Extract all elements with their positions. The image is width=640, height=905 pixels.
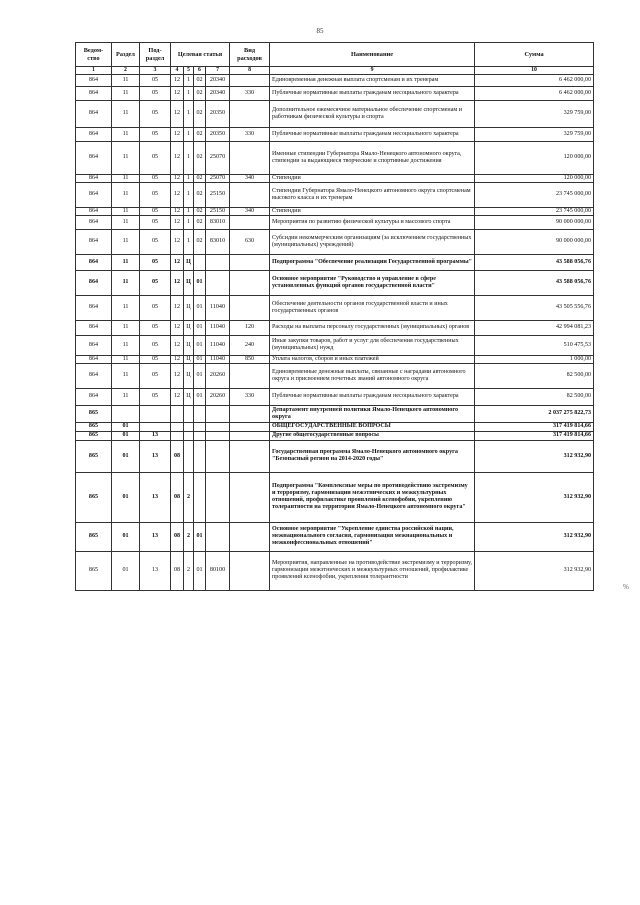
subsection-code: 13	[140, 522, 171, 551]
col-number: 10	[475, 67, 594, 75]
header-section: Раздел	[112, 43, 140, 67]
section-code: 11	[112, 270, 140, 295]
item-name: Подпрограмма "Обеспечение реализации Государственной программы"	[270, 254, 475, 270]
event-code: 02	[194, 141, 206, 174]
department-code: 864	[76, 74, 112, 86]
subprogram-code: Ц	[184, 355, 194, 363]
event-code: 01	[194, 270, 206, 295]
subsection-code	[140, 405, 171, 422]
section-code: 11	[112, 141, 140, 174]
subsection-code: 13	[140, 431, 171, 440]
item-sum: 312 932,90	[475, 522, 594, 551]
expense-type-code	[230, 551, 270, 590]
event-code: 01	[194, 295, 206, 320]
direction-code: 25070	[206, 174, 230, 182]
event-code: 01	[194, 335, 206, 355]
item-name: Именные стипендии Губернатора Ямало-Ненецкого автономного округа, стипендии за выдающиеся творческие и спортивные достижения	[270, 141, 475, 174]
event-code: 02	[194, 86, 206, 100]
section-code: 11	[112, 388, 140, 405]
item-name: ОБЩЕГОСУДАРСТВЕННЫЕ ВОПРОСЫ	[270, 422, 475, 431]
table-row	[76, 182, 594, 207]
subprogram-code: 1	[184, 141, 194, 174]
item-sum: 2 037 275 822,73	[475, 405, 594, 422]
department-code: 865	[76, 405, 112, 422]
section-code: 11	[112, 320, 140, 335]
section-code: 11	[112, 86, 140, 100]
expense-type-code	[230, 215, 270, 229]
item-name: Другие общегосударственные вопросы	[270, 431, 475, 440]
program-code: 12	[171, 182, 184, 207]
program-code: 08	[171, 472, 184, 522]
expense-type-code	[230, 141, 270, 174]
expense-type-code	[230, 522, 270, 551]
department-code: 864	[76, 320, 112, 335]
event-code	[194, 422, 206, 431]
item-sum: 329 759,00	[475, 100, 594, 127]
subprogram-code: 1	[184, 127, 194, 141]
expense-type-code: 340	[230, 207, 270, 215]
department-code: 864	[76, 127, 112, 141]
program-code: 12	[171, 363, 184, 388]
section-code: 11	[112, 215, 140, 229]
direction-code: 80100	[206, 551, 230, 590]
col-number: 8	[230, 67, 270, 75]
subprogram-code: Ц	[184, 254, 194, 270]
event-code: 01	[194, 355, 206, 363]
subprogram-code: 2	[184, 551, 194, 590]
direction-code	[206, 270, 230, 295]
event-code: 01	[194, 388, 206, 405]
department-code: 865	[76, 431, 112, 440]
program-code	[171, 405, 184, 422]
item-sum: 90 000 000,00	[475, 229, 594, 254]
direction-code: 11040	[206, 355, 230, 363]
subprogram-code: 1	[184, 74, 194, 86]
item-sum: 312 932,90	[475, 472, 594, 522]
section-code: 01	[112, 440, 140, 472]
item-name: Единовременная денежная выплата спортсменам и их тренерам	[270, 74, 475, 86]
item-sum: 43 588 056,76	[475, 270, 594, 295]
program-code	[171, 422, 184, 431]
direction-code: 83010	[206, 215, 230, 229]
subsection-code: 05	[140, 127, 171, 141]
subprogram-code	[184, 440, 194, 472]
header-subsection: Под-раздел	[140, 43, 171, 67]
department-code: 864	[76, 355, 112, 363]
direction-code: 20340	[206, 86, 230, 100]
col-number: 5	[184, 67, 194, 75]
table-row	[76, 127, 594, 141]
program-code: 12	[171, 86, 184, 100]
item-name: Стипендии Губернатора Ямало-Ненецкого автономного округа спортсменам высокого класса и их тренерам	[270, 182, 475, 207]
expense-type-code	[230, 422, 270, 431]
table-row	[76, 270, 594, 295]
direction-code: 20260	[206, 363, 230, 388]
direction-code	[206, 431, 230, 440]
section-code	[112, 405, 140, 422]
table-row	[76, 522, 594, 551]
item-name: Мероприятия по развитию физической культуры и массового спорта	[270, 215, 475, 229]
item-sum: 23 745 000,00	[475, 207, 594, 215]
section-code: 11	[112, 174, 140, 182]
program-code: 12	[171, 335, 184, 355]
table-row	[76, 141, 594, 174]
department-code: 865	[76, 472, 112, 522]
event-code: 02	[194, 229, 206, 254]
subsection-code: 05	[140, 335, 171, 355]
table-row	[76, 174, 594, 182]
program-code: 08	[171, 551, 184, 590]
side-mark: %	[623, 583, 629, 591]
subprogram-code: 1	[184, 182, 194, 207]
expense-type-code: 240	[230, 335, 270, 355]
event-code: 01	[194, 522, 206, 551]
subsection-code: 05	[140, 320, 171, 335]
expense-type-code: 330	[230, 127, 270, 141]
table-row	[76, 215, 594, 229]
item-name: Государственная программа Ямало-Ненецкого автономного округа "Безопасный регион на 2014-2020 годы"	[270, 440, 475, 472]
expense-type-code	[230, 405, 270, 422]
subsection-code: 05	[140, 363, 171, 388]
subprogram-code: Ц	[184, 270, 194, 295]
program-code: 12	[171, 141, 184, 174]
event-code: 02	[194, 74, 206, 86]
header-department: Ведом-ство	[76, 43, 112, 67]
section-code: 01	[112, 551, 140, 590]
department-code: 864	[76, 254, 112, 270]
item-name: Основное мероприятие "Укрепление единства российской нации, межнационального согласия, гармонизация межнациональных и межконфессиональных отношений"	[270, 522, 475, 551]
subsection-code: 05	[140, 215, 171, 229]
item-sum: 6 462 000,00	[475, 86, 594, 100]
section-code: 11	[112, 363, 140, 388]
item-sum: 23 745 000,00	[475, 182, 594, 207]
item-sum: 43 505 556,76	[475, 295, 594, 320]
event-code: 01	[194, 320, 206, 335]
subsection-code: 05	[140, 388, 171, 405]
budget-table	[75, 42, 594, 591]
direction-code: 11040	[206, 335, 230, 355]
header-expense-type: Вид расходов	[230, 43, 270, 67]
item-sum: 317 419 814,66	[475, 431, 594, 440]
item-name: Департамент внутренней политики Ямало-Ненецкого автономного округа	[270, 405, 475, 422]
table-row	[76, 355, 594, 363]
event-code	[194, 254, 206, 270]
expense-type-code	[230, 254, 270, 270]
subsection-code: 05	[140, 355, 171, 363]
department-code: 864	[76, 141, 112, 174]
subsection-code: 13	[140, 440, 171, 472]
item-sum: 82 500,00	[475, 388, 594, 405]
subsection-code: 13	[140, 472, 171, 522]
department-code: 864	[76, 363, 112, 388]
event-code	[194, 431, 206, 440]
item-name: Мероприятия, направленные на противодействие экстремизму и терроризму, гармонизации межэтнических и межкультурных отношений, профилактике проявлений ксенофобии, укрепления толерантности	[270, 551, 475, 590]
program-code: 12	[171, 295, 184, 320]
section-code: 11	[112, 100, 140, 127]
item-sum: 329 759,00	[475, 127, 594, 141]
section-code: 01	[112, 422, 140, 431]
department-code: 864	[76, 229, 112, 254]
department-code: 865	[76, 422, 112, 431]
subsection-code: 05	[140, 254, 171, 270]
direction-code: 20350	[206, 100, 230, 127]
col-number: 7	[206, 67, 230, 75]
item-name: Стипендии	[270, 207, 475, 215]
department-code: 864	[76, 270, 112, 295]
subprogram-code: Ц	[184, 388, 194, 405]
item-name: Публичные нормативные выплаты гражданам несоциального характера	[270, 86, 475, 100]
section-code: 11	[112, 295, 140, 320]
section-code: 11	[112, 254, 140, 270]
section-code: 11	[112, 74, 140, 86]
item-sum: 6 462 000,00	[475, 74, 594, 86]
event-code	[194, 405, 206, 422]
item-name: Расходы на выплаты персоналу государственных (муниципальных) органов	[270, 320, 475, 335]
program-code	[171, 431, 184, 440]
col-number: 1	[76, 67, 112, 75]
subprogram-code: 1	[184, 207, 194, 215]
expense-type-code: 120	[230, 320, 270, 335]
item-sum: 120 000,00	[475, 141, 594, 174]
direction-code: 25150	[206, 207, 230, 215]
direction-code	[206, 440, 230, 472]
col-number: 9	[270, 67, 475, 75]
direction-code: 20340	[206, 74, 230, 86]
department-code: 864	[76, 86, 112, 100]
subsection-code: 05	[140, 295, 171, 320]
table-row	[76, 254, 594, 270]
table-row	[76, 472, 594, 522]
event-code: 01	[194, 363, 206, 388]
section-code: 11	[112, 355, 140, 363]
program-code: 12	[171, 320, 184, 335]
subsection-code: 05	[140, 207, 171, 215]
program-code: 12	[171, 127, 184, 141]
program-code: 12	[171, 270, 184, 295]
event-code: 02	[194, 100, 206, 127]
subprogram-code: 2	[184, 472, 194, 522]
subsection-code: 05	[140, 174, 171, 182]
expense-type-code	[230, 74, 270, 86]
subsection-code: 05	[140, 74, 171, 86]
table-row	[76, 405, 594, 422]
subprogram-code: Ц	[184, 363, 194, 388]
expense-type-code: 330	[230, 388, 270, 405]
table-row	[76, 86, 594, 100]
program-code: 12	[171, 100, 184, 127]
subsection-code: 05	[140, 141, 171, 174]
item-sum: 82 500,00	[475, 363, 594, 388]
item-sum: 120 000,00	[475, 174, 594, 182]
subprogram-code: 1	[184, 100, 194, 127]
item-name: Подпрограмма "Комплексные меры по противодействию экстремизму и терроризму, гармонизации межэтнических и межкультурных отношений, профилактике проявлений ксенофобии, укреплению толерантности на территории Ямало-Ненецкого автономного округа"	[270, 472, 475, 522]
item-name: Единовременные денежные выплаты, связанные с наградами автономного округа и присвоением почетных званий автономного округа	[270, 363, 475, 388]
expense-type-code	[230, 295, 270, 320]
department-code: 865	[76, 551, 112, 590]
subprogram-code: Ц	[184, 320, 194, 335]
item-name: Основное мероприятие "Руководство и управление в сфере установленных функций органов государственной власти"	[270, 270, 475, 295]
subprogram-code: 2	[184, 522, 194, 551]
department-code: 864	[76, 295, 112, 320]
program-code: 12	[171, 207, 184, 215]
department-code: 864	[76, 215, 112, 229]
table-row	[76, 388, 594, 405]
item-sum: 1 000,00	[475, 355, 594, 363]
page-number: 85	[316, 27, 324, 35]
program-code: 12	[171, 254, 184, 270]
department-code: 864	[76, 388, 112, 405]
department-code: 864	[76, 207, 112, 215]
expense-type-code	[230, 270, 270, 295]
subsection-code: 05	[140, 270, 171, 295]
item-sum: 42 994 081,23	[475, 320, 594, 335]
program-code: 08	[171, 440, 184, 472]
program-code: 12	[171, 388, 184, 405]
item-name: Уплата налогов, сборов и иных платежей	[270, 355, 475, 363]
department-code: 864	[76, 100, 112, 127]
table-body	[76, 74, 594, 590]
item-sum: 317 419 814,66	[475, 422, 594, 431]
item-sum: 312 932,90	[475, 551, 594, 590]
program-code: 12	[171, 174, 184, 182]
item-sum: 90 000 000,00	[475, 215, 594, 229]
expense-type-code: 850	[230, 355, 270, 363]
event-code: 02	[194, 207, 206, 215]
col-number: 4	[171, 67, 184, 75]
section-code: 01	[112, 431, 140, 440]
subprogram-code	[184, 422, 194, 431]
subsection-code: 05	[140, 229, 171, 254]
subsection-code: 05	[140, 182, 171, 207]
subprogram-code: 1	[184, 86, 194, 100]
table-row	[76, 74, 594, 86]
event-code: 02	[194, 182, 206, 207]
item-sum: 510 475,53	[475, 335, 594, 355]
item-sum: 43 588 056,76	[475, 254, 594, 270]
expense-type-code	[230, 472, 270, 522]
table-row	[76, 551, 594, 590]
table-row	[76, 229, 594, 254]
subsection-code: 05	[140, 100, 171, 127]
department-code: 864	[76, 182, 112, 207]
direction-code: 83010	[206, 229, 230, 254]
direction-code: 25150	[206, 182, 230, 207]
col-number: 3	[140, 67, 171, 75]
subsection-code	[140, 422, 171, 431]
table-row	[76, 431, 594, 440]
department-code: 864	[76, 174, 112, 182]
column-number-row	[76, 67, 594, 75]
direction-code	[206, 472, 230, 522]
header-target-article: Целевая статья	[171, 43, 230, 67]
subprogram-code	[184, 405, 194, 422]
direction-code	[206, 422, 230, 431]
table-row	[76, 320, 594, 335]
event-code: 02	[194, 215, 206, 229]
program-code: 12	[171, 229, 184, 254]
subprogram-code: 1	[184, 229, 194, 254]
table-row	[76, 100, 594, 127]
subprogram-code: Ц	[184, 335, 194, 355]
event-code	[194, 472, 206, 522]
subprogram-code: 1	[184, 174, 194, 182]
item-name: Субсидии некоммерческим организациям (за исключением государственных (муниципальных) учреждений)	[270, 229, 475, 254]
table-row	[76, 207, 594, 215]
table-row	[76, 335, 594, 355]
event-code: 02	[194, 127, 206, 141]
program-code: 12	[171, 74, 184, 86]
table-header-row	[76, 43, 594, 67]
item-name: Дополнительное ежемесячное материальное обеспечение спортсменам и работникам физической культуры и спорта	[270, 100, 475, 127]
direction-code	[206, 522, 230, 551]
direction-code	[206, 254, 230, 270]
table-row	[76, 440, 594, 472]
expense-type-code	[230, 431, 270, 440]
event-code: 01	[194, 551, 206, 590]
section-code: 01	[112, 472, 140, 522]
event-code: 02	[194, 174, 206, 182]
event-code	[194, 440, 206, 472]
expense-type-code: 330	[230, 86, 270, 100]
expense-type-code	[230, 100, 270, 127]
department-code: 865	[76, 522, 112, 551]
table-row	[76, 295, 594, 320]
table-row	[76, 363, 594, 388]
subsection-code: 13	[140, 551, 171, 590]
direction-code: 20260	[206, 388, 230, 405]
subsection-code: 05	[140, 86, 171, 100]
subprogram-code	[184, 431, 194, 440]
item-name: Обеспечение деятельности органов государственной власти и иных государственных органов	[270, 295, 475, 320]
expense-type-code: 630	[230, 229, 270, 254]
item-sum: 312 932,90	[475, 440, 594, 472]
section-code: 11	[112, 127, 140, 141]
section-code: 11	[112, 182, 140, 207]
direction-code	[206, 405, 230, 422]
subprogram-code: 1	[184, 215, 194, 229]
section-code: 11	[112, 207, 140, 215]
item-name: Стипендии	[270, 174, 475, 182]
direction-code: 11040	[206, 295, 230, 320]
item-name: Публичные нормативные выплаты гражданам несоциального характера	[270, 388, 475, 405]
expense-type-code	[230, 363, 270, 388]
col-number: 6	[194, 67, 206, 75]
direction-code: 25070	[206, 141, 230, 174]
header-name: Наименование	[270, 43, 475, 67]
department-code: 865	[76, 440, 112, 472]
expense-type-code	[230, 182, 270, 207]
department-code: 864	[76, 335, 112, 355]
table-row	[76, 422, 594, 431]
program-code: 08	[171, 522, 184, 551]
header-sum: Сумма	[475, 43, 594, 67]
direction-code: 11040	[206, 320, 230, 335]
section-code: 01	[112, 522, 140, 551]
item-name: Иные закупки товаров, работ и услуг для обеспечения государственных (муниципальных) нужд	[270, 335, 475, 355]
section-code: 11	[112, 335, 140, 355]
direction-code: 20350	[206, 127, 230, 141]
col-number: 2	[112, 67, 140, 75]
subprogram-code: Ц	[184, 295, 194, 320]
program-code: 12	[171, 215, 184, 229]
expense-type-code: 340	[230, 174, 270, 182]
section-code: 11	[112, 229, 140, 254]
program-code: 12	[171, 355, 184, 363]
expense-type-code	[230, 440, 270, 472]
item-name: Публичные нормативные выплаты гражданам несоциального характера	[270, 127, 475, 141]
